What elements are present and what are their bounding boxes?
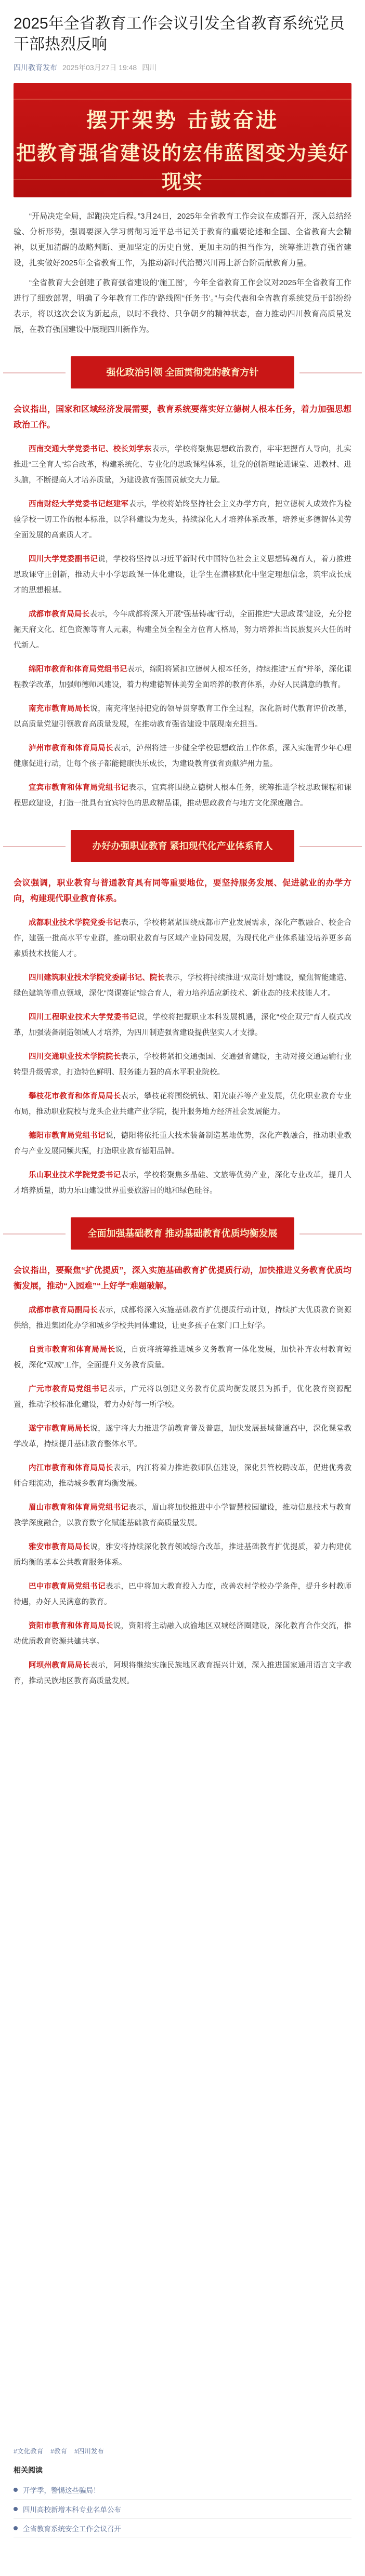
section-paragraphs-1 bbox=[0, 441, 365, 811]
related-title: 相关阅读 bbox=[14, 2466, 43, 2474]
section-3-paragraph bbox=[14, 1303, 351, 1334]
related-link[interactable]: 四川高校新增本科专业名单公布 bbox=[23, 2506, 121, 2514]
paragraph-text: 表示，阿坝将继续实施民族地区教育振兴计划，深入推进国家通用语言文字教育，推动民族地区教育高质量发展。 bbox=[14, 1661, 351, 1685]
article-title: 2025年全省教育工作会议引发全省教育系统党员干部热烈反响 bbox=[14, 15, 345, 53]
related-item[interactable] bbox=[14, 2519, 351, 2538]
speaker-name: 遂宁市教育局局长 bbox=[29, 1425, 90, 1433]
section-1-paragraph bbox=[14, 780, 351, 811]
paragraph-text: 表示，学校将聚焦思想政治教育，牢牢把握育人导向，扎实推进“三全育人”综合改革，构建系统化、专业化的思政课程体系，让党的创新理论进课堂、进教材、进头脑，不断提高人才培养质量，为建设教育强国贡献交大力量。 bbox=[14, 445, 352, 485]
related-link[interactable]: 开学季，警惕这些骗局！ bbox=[23, 2487, 100, 2494]
paragraph-text: 说，遂宁将大力推进学前教育普及普惠，加快发展县域普通高中，深化课堂教学改革，持续提升基础教育整体水平。 bbox=[14, 1425, 351, 1448]
tag-list bbox=[14, 2446, 351, 2456]
paragraph-text: 说，自贡将统筹推进城乡义务教育一体化发展，加快补齐农村教育短板，深化“双减”工作，全面提升义务教育质量。 bbox=[14, 1346, 352, 1370]
section-1-paragraph bbox=[14, 607, 351, 653]
section-header-1: 强化政治引领 全面贯彻党的教育方针 bbox=[71, 356, 294, 388]
section-3-paragraph bbox=[14, 1460, 351, 1492]
paragraph-text: 表示，学校将紧紧围绕成都市产业发展需求，深化产教融合、校企合作，建强一批高水平专业群，推动职业教育与区域产业协同发展，为现代化产业体系建设培养更多高素质技术技能人才。 bbox=[14, 919, 352, 958]
paragraph-text: 表示，学校将始终坚持社会主义办学方向，把立德树人成效作为检验学校一切工作的根本标准，以学科建设为龙头，持续深化人才培养体系改革，培养更多德智体美劳全面发展的高素质人才。 bbox=[14, 500, 352, 540]
speaker-name: 内江市教育和体育局局长 bbox=[29, 1464, 113, 1472]
related-item[interactable] bbox=[14, 2480, 351, 2500]
paragraph-text: 说，学校将坚持以习近平新时代中国特色社会主义思想铸魂育人，着力推进思政课守正创新，推动大中小学思政课一体化建设，让学生在潜移默化中坚定理想信念，筑牢成长成才的思想根基。 bbox=[14, 555, 352, 595]
section-3-paragraph bbox=[14, 1500, 351, 1531]
intro-paragraph-2: “全省教育大会创建了教育强省建设的‘施工图’，今年全省教育工作会议对2025年全省教育工作进行了细致部署，明确了今年教育工作的‘路线图’‘任务书’。”与会代表和全省教育系统党员干部纷纷表示，将以这次会议为新起点，以时不我待、只争朝夕的精神状态，奋力推动四川教育高质量发展，在教育强国建设中展现四川新作为。 bbox=[14, 278, 351, 334]
speaker-name: 四川建筑职业技术学院党委副书记、院长 bbox=[29, 974, 165, 982]
tag-link[interactable]: #文化教育 bbox=[14, 2448, 43, 2455]
speaker-name: 宜宾市教育和体育局党组书记 bbox=[29, 784, 129, 792]
speaker-name: 自贡市教育和体育局局长 bbox=[29, 1346, 115, 1354]
section-header-2: 办好办强职业教育 紧扣现代化产业体系育人 bbox=[71, 830, 294, 862]
paragraph-text: 表示，学校将紧扣交通强国、交通强省建设，主动对接交通运输行业转型升级需求，打造特色鲜明、服务能力强的高水平职业院校。 bbox=[14, 1053, 352, 1077]
paragraph-text: 表示，今年成都将深入开展“强基铸魂”行动，全面推进“大思政课”建设，充分挖掘天府文化、红色资源等育人元素，构建全员全程全方位育人格局，努力培养担当民族复兴大任的时代新人。 bbox=[14, 610, 352, 650]
bullet-icon bbox=[14, 2526, 18, 2530]
section-theme-1: 会议指出，国家和区域经济发展需要，教育系统要落实好立德树人根本任务，着力加强思想政治工作。 bbox=[14, 405, 351, 430]
speaker-name: 西南交通大学党委书记、校长刘学东 bbox=[29, 445, 152, 453]
section-1-paragraph bbox=[14, 662, 351, 693]
section-1-paragraph bbox=[14, 441, 351, 488]
paragraph-text: 表示，绵阳将紧扣立德树人根本任务，持续推进“五育”并举，深化课程教学改革，加强师德师风建设，着力构建德智体美劳全面培养的教育体系，办好人民满意的教育。 bbox=[14, 665, 352, 689]
speaker-name: 四川交通职业技术学院院长 bbox=[29, 1053, 121, 1061]
speaker-name: 雅安市教育局局长 bbox=[29, 1543, 90, 1551]
article-footer bbox=[0, 2446, 365, 2538]
speaker-name: 西南财经大学党委书记赵建军 bbox=[29, 500, 129, 508]
speaker-name: 绵阳市教育和体育局党组书记 bbox=[29, 665, 127, 674]
section-2-paragraph bbox=[14, 1089, 351, 1120]
section-3-paragraph bbox=[14, 1342, 351, 1373]
speaker-name: 眉山市教育和体育局党组书记 bbox=[29, 1504, 129, 1512]
section-paragraphs-3 bbox=[0, 1303, 365, 1689]
paragraph-text: 表示，巴中将加大教育投入力度，改善农村学校办学条件，提升乡村教师待遇，办好人民满意的教育。 bbox=[14, 1582, 352, 1606]
article-date: 2025年03月27日 19:48 bbox=[62, 63, 137, 72]
article-region: 四川 bbox=[142, 63, 157, 72]
section-2-paragraph bbox=[14, 1010, 351, 1041]
paragraph-text: 表示，成都将深入实施基础教育扩优提质行动计划，持续扩大优质教育资源供给，推进集团化办学和城乡学校共同体建设，让更多孩子在家门口上好学。 bbox=[14, 1306, 352, 1330]
speaker-name: 乐山职业技术学院党委书记 bbox=[29, 1171, 121, 1179]
banner-line-2: 把教育强省建设的宏伟蓝图变为美好现实 bbox=[16, 141, 349, 193]
paragraph-text: 表示，内江将着力推进教师队伍建设，深化县管校聘改革，促进优秀教师合理流动，推动城乡教育均衡发展。 bbox=[14, 1464, 351, 1488]
speaker-name: 南充市教育局局长 bbox=[29, 705, 90, 713]
section-1-paragraph bbox=[14, 701, 351, 732]
paragraph-text: 表示，宜宾将围绕立德树人根本任务，统筹推进学校思政课程和课程思政建设，打造一批具有宜宾特色的思政精品课，推动思政教育与地方文化深度融合。 bbox=[14, 784, 352, 808]
paragraph-text: 说，雅安将持续深化教育领域综合改革，推进基础教育扩优提质，着力构建优质均衡的基本公共教育服务体系。 bbox=[14, 1543, 351, 1567]
paragraph-text: 说，学校将把握职业本科发展机遇，深化“校企双元”育人模式改革，加强装备制造领域人才培养，为四川制造强省建设提供坚实人才支撑。 bbox=[14, 1013, 352, 1037]
section-2-paragraph bbox=[14, 1168, 351, 1199]
speaker-name: 广元市教育局党组书记 bbox=[29, 1385, 108, 1393]
section-3-paragraph bbox=[14, 1539, 351, 1571]
section-3-paragraph bbox=[14, 1618, 351, 1649]
section-3-paragraph bbox=[14, 1421, 351, 1452]
paragraph-text: 表示，学校将持续推进“双高计划”建设，聚焦智能建造、绿色建筑等重点领域，深化“岗课赛证”综合育人，着力培养适应新技术、新业态的技术技能人才。 bbox=[14, 974, 352, 998]
speaker-name: 德阳市教育局党组书记 bbox=[29, 1132, 106, 1140]
speaker-name: 阿坝州教育局局长 bbox=[29, 1661, 90, 1670]
section-1-paragraph bbox=[14, 497, 351, 543]
section-2-paragraph bbox=[14, 1049, 351, 1080]
section-3-paragraph bbox=[14, 1658, 351, 1689]
speaker-name: 成都市教育局副局长 bbox=[29, 1306, 98, 1314]
paragraph-text: 表示，眉山将加快推进中小学智慧校园建设，推动信息技术与教育教学深度融合，以教育数字化赋能基础教育高质量发展。 bbox=[14, 1504, 352, 1527]
article-header bbox=[0, 0, 365, 73]
paragraph-text: 说，南充将坚持把党的领导贯穿教育工作全过程，深化新时代教育评价改革，以高质量党建引领教育高质量发展，在推动教育强省建设中展现南充担当。 bbox=[14, 705, 351, 729]
section-2-paragraph bbox=[14, 1128, 351, 1159]
bullet-icon bbox=[14, 2507, 18, 2511]
speaker-name: 成都市教育局局长 bbox=[29, 610, 90, 619]
related-item[interactable] bbox=[14, 2500, 351, 2519]
section-paragraphs-2 bbox=[0, 915, 365, 1199]
speaker-name: 成都职业技术学院党委书记 bbox=[29, 919, 121, 927]
article-meta bbox=[14, 62, 351, 73]
related-link[interactable]: 全省教育系统安全工作会议召开 bbox=[23, 2525, 121, 2533]
section-3-paragraph bbox=[14, 1381, 351, 1413]
section-1-paragraph bbox=[14, 552, 351, 598]
section-2-paragraph bbox=[14, 970, 351, 1001]
section-1-paragraph bbox=[14, 741, 351, 772]
banner-line-1: 摆开架势 击鼓奋进 bbox=[86, 108, 279, 132]
speaker-name: 四川工程职业技术大学党委书记 bbox=[29, 1013, 137, 1022]
section-3-paragraph bbox=[14, 1579, 351, 1610]
speaker-name: 四川大学党委副书记 bbox=[29, 555, 98, 564]
tag-link[interactable]: #四川发布 bbox=[74, 2448, 104, 2455]
paragraph-text: 表示，泸州将进一步健全学校思想政治工作体系，深入实施青少年心理健康促进行动，让每个孩子都能健康快乐成长，为建设教育强省贡献泸州力量。 bbox=[14, 744, 351, 768]
paragraph-text: 表示，学校将聚焦多晶硅、文旅等优势产业，深化专业改革，提升人才培养质量，助力乐山建设世界重要旅游目的地和绿色硅谷。 bbox=[14, 1171, 352, 1195]
hero-banner bbox=[14, 83, 351, 197]
section-theme-3: 会议指出，要聚焦“扩优提质”，深入实施基础教育扩优提质行动，加快推进义务教育优质均衡发展，推动“入园难”“上好学”难题破解。 bbox=[14, 1266, 351, 1291]
speaker-name: 泸州市教育和体育局局长 bbox=[29, 744, 113, 753]
related-articles bbox=[14, 2465, 351, 2538]
speaker-name: 攀枝花市教育和体育局局长 bbox=[29, 1092, 121, 1101]
section-theme-2: 会议强调，职业教育与普通教育具有同等重要地位，要坚持服务发展、促进就业的办学方向，构建现代职业教育体系。 bbox=[14, 879, 351, 903]
bullet-icon bbox=[14, 2488, 18, 2492]
banner-decor-line bbox=[14, 99, 351, 100]
speaker-name: 巴中市教育局党组书记 bbox=[29, 1582, 106, 1591]
paragraph-text: 表示，攀枝花将围绕钒钛、阳光康养等产业发展，优化职业教育专业布局，推动职业院校与龙头企业共建产业学院，提升服务地方经济社会发展能力。 bbox=[14, 1092, 352, 1116]
section-2-paragraph bbox=[14, 915, 351, 962]
speaker-name: 资阳市教育和体育局局长 bbox=[29, 1622, 113, 1630]
article-source[interactable]: 四川教育发布 bbox=[14, 63, 57, 72]
tag-link[interactable]: #教育 bbox=[50, 2448, 67, 2455]
paragraph-text: 说，德阳将依托重大技术装备制造基地优势，深化产教融合，推动职业教育与产业发展同频共振，打造职业教育德阳品牌。 bbox=[14, 1132, 352, 1156]
section-header-3: 全面加强基础教育 推动基础教育优质均衡发展 bbox=[71, 1217, 294, 1250]
intro-paragraph-1: “开局决定全局，起跑决定后程。”3月24日，2025年全省教育工作会议在成都召开，深入总结经验、分析形势，强调要深入学习贯彻习近平总书记关于教育的重要论述和全国、全省教育大会精神，以更加清醒的战略判断、更加坚定的历史自觉、更加主动的担当作为，统筹推进教育强省建设，扎实做好2025年全省教育工作，为推动新时代治蜀兴川再上新台阶贡献教育力量。 bbox=[14, 212, 351, 267]
paragraph-text: 表示，广元将以创建义务教育优质均衡发展县为抓手，优化教育资源配置，推动学校标准化建设，着力办好每一所学校。 bbox=[14, 1385, 351, 1409]
paragraph-text: 说，资阳将主动融入成渝地区双城经济圈建设，深化教育合作交流，推动优质教育资源共建共享。 bbox=[14, 1622, 351, 1646]
